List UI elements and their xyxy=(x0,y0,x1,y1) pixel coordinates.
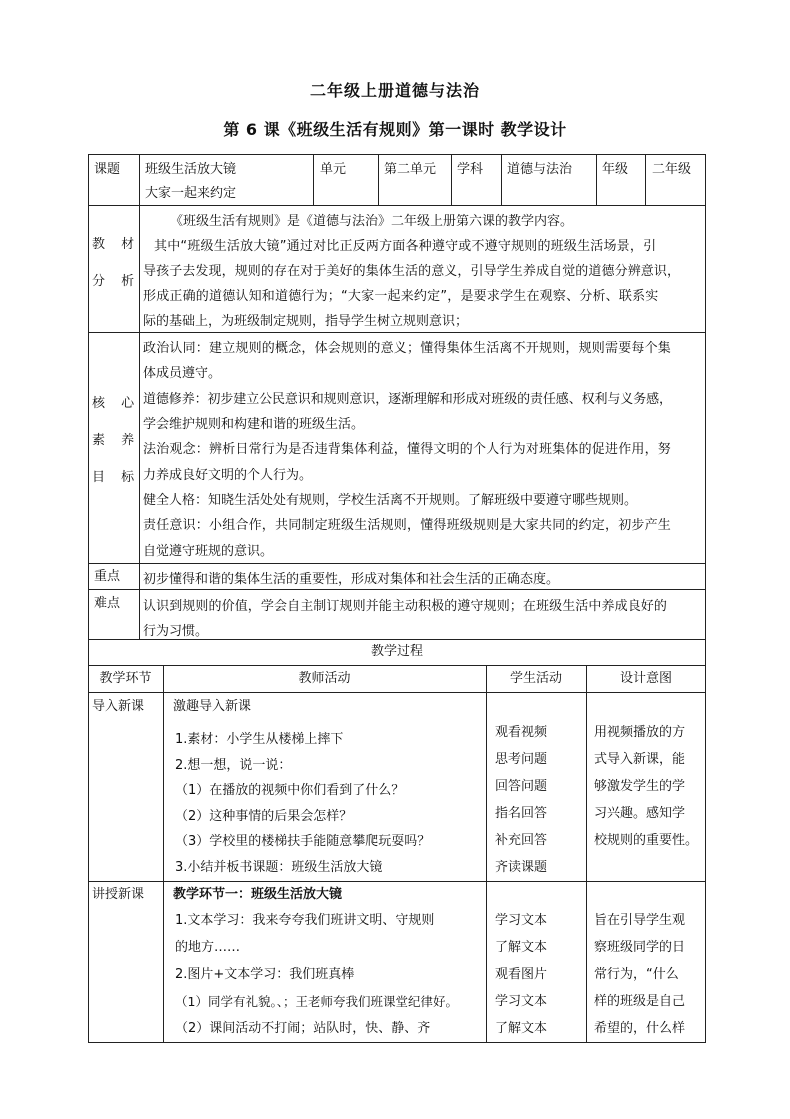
goals-line: 责任意识：小组合作，共同制定班级生活规则，懂得班级规则是大家共同的约定，初步产生 xyxy=(143,518,672,533)
analysis-label-2: 分 析 xyxy=(92,274,141,289)
key-point-text: 初步懂得和谐的集体生活的重要性，形成对集体和社会生活的正确态度。 xyxy=(143,572,560,587)
page-title: 二年级上册道德与法治 xyxy=(309,81,480,100)
student-activity: 观看视频 xyxy=(495,725,548,740)
design-intent: 样的班级是自己 xyxy=(594,994,686,1009)
teacher-activity: 2.图片+文本学习：我们班真棒 xyxy=(175,967,355,982)
goals-line: 健全人格：知晓生活处处有规则，学校生活离不开规则。了解班级中要遵守哪些规则。 xyxy=(143,493,638,508)
teacher-activity: 激趣导入新课 xyxy=(173,699,252,714)
subject-label: 学科 xyxy=(457,162,484,177)
student-activity: 学习文本 xyxy=(495,994,548,1009)
course-label: 课题 xyxy=(94,162,121,177)
teacher-activity: 的地方…… xyxy=(175,940,241,955)
goals-line: 体成员遵守。 xyxy=(143,366,222,381)
teacher-section-heading: 教学环节一：班级生活放大镜 xyxy=(173,887,343,902)
course-title-1: 班级生活放大镜 xyxy=(145,162,237,177)
student-activity: 思考问题 xyxy=(495,752,548,767)
grade-label: 年级 xyxy=(602,162,629,177)
stage-intro: 导入新课 xyxy=(92,699,145,714)
lesson-subtitle: 第 6 课《班级生活有规则》第一课时 教学设计 xyxy=(223,120,567,139)
goals-line: 道德修养：初步建立公民意识和规则意识，逐渐理解和形成对班级的责任感、权利与义务感， xyxy=(143,392,672,407)
design-intent: 式导入新课，能 xyxy=(594,752,686,767)
teacher-activity: （2）课间活动不打闹；站队时，快、静、齐 xyxy=(175,1021,431,1036)
grade-value: 二年级 xyxy=(652,162,692,177)
design-intent: 校规则的重要性。 xyxy=(594,833,699,848)
analysis-label-1: 教 材 xyxy=(92,237,141,252)
goals-line: 学会维护规则和构建和谐的班级生活。 xyxy=(143,417,365,432)
difficulty-text-2: 行为习惯。 xyxy=(143,624,209,639)
design-intent: 习兴趣。感知学 xyxy=(594,806,686,821)
difficulty-label: 难点 xyxy=(94,596,121,611)
goals-line: 力养成良好文明的个人行为。 xyxy=(143,468,313,483)
design-intent: 旨在引导学生观 xyxy=(594,913,686,928)
goals-label-1: 核 心 xyxy=(92,396,141,411)
difficulty-text-1: 认识到规则的价值，学会自主制订规则并能主动积极的遵守规则；在班级生活中养成良好的 xyxy=(143,599,668,614)
key-point-label: 重点 xyxy=(94,569,121,584)
design-intent: 常行为，“什么 xyxy=(594,967,679,982)
student-activity: 指名回答 xyxy=(495,806,548,821)
student-activity: 回答问题 xyxy=(495,779,548,794)
analysis-line: 其中“班级生活放大镜”通过对比正反两方面各种遵守或不遵守规则的班级生活场景，引 xyxy=(154,239,657,254)
analysis-line: 导孩子去发现，规则的存在对于美好的集体生活的意义，引导学生养成自觉的道德分辨意识， xyxy=(143,264,681,279)
col-header-student: 学生活动 xyxy=(509,671,562,686)
col-header-teacher: 教师活动 xyxy=(298,671,351,686)
teacher-activity: （3）学校里的楼梯扶手能随意攀爬玩耍吗？ xyxy=(175,834,431,849)
stage-new-lesson: 讲授新课 xyxy=(92,887,145,902)
goals-label-2: 素 养 xyxy=(92,433,141,448)
teacher-activity: 3.小结并板书课题：班级生活放大镜 xyxy=(175,860,383,875)
analysis-line: 形成正确的道德认知和道德行为；“大家一起来约定”，是要求学生在观察、分析、联系实 xyxy=(143,289,659,304)
student-activity: 了解文本 xyxy=(495,1021,548,1036)
course-title-2: 大家一起来约定 xyxy=(145,186,237,201)
design-intent: 用视频播放的方 xyxy=(594,725,686,740)
teacher-activity: （1）同学有礼貌。、；王老师夸我们班课堂纪律好。 xyxy=(175,994,458,1009)
student-activity: 齐读课题 xyxy=(495,860,548,875)
teacher-activity: 2.想一想，说一说： xyxy=(175,758,292,773)
goals-line: 政治认同：建立规则的概念，体会规则的意义；懂得集体生活离不开规则，规则需要每个集 xyxy=(143,341,672,356)
student-activity: 学习文本 xyxy=(495,913,548,928)
col-header-intent: 设计意图 xyxy=(619,671,672,686)
col-header-stage: 教学环节 xyxy=(99,671,152,686)
process-header: 教学过程 xyxy=(370,644,423,659)
analysis-line: 《班级生活有规则》是《道德与法治》二年级上册第六课的教学内容。 xyxy=(170,214,574,229)
student-activity: 了解文本 xyxy=(495,940,548,955)
teacher-activity: （2）这种事情的后果会怎样？ xyxy=(175,809,353,824)
design-intent: 察班级同学的日 xyxy=(594,940,686,955)
student-activity: 观看图片 xyxy=(495,967,548,982)
subject-value: 道德与法治 xyxy=(507,162,573,177)
unit-label: 单元 xyxy=(320,162,347,177)
goals-line: 自觉遵守班规的意识。 xyxy=(143,544,274,559)
teacher-activity: 1.文本学习：我来夸夸我们班讲文明、守规则 xyxy=(175,913,435,928)
goals-label-3: 目 标 xyxy=(92,470,141,485)
goals-line: 法治观念：辨析日常行为是否违背集体利益，懂得文明的个人行为对班集体的促进作用，努 xyxy=(143,442,672,457)
analysis-line: 际的基础上，为班级制定规则，指导学生树立规则意识； xyxy=(143,314,469,329)
teacher-activity: （1）在播放的视频中你们看到了什么？ xyxy=(175,783,405,798)
design-intent: 够激发学生的学 xyxy=(594,779,686,794)
teacher-activity: 1.素材：小学生从楼梯上摔下 xyxy=(175,732,344,747)
student-activity: 补充回答 xyxy=(495,833,548,848)
unit-value: 第二单元 xyxy=(384,162,437,177)
design-intent: 希望的，什么样 xyxy=(594,1021,686,1036)
